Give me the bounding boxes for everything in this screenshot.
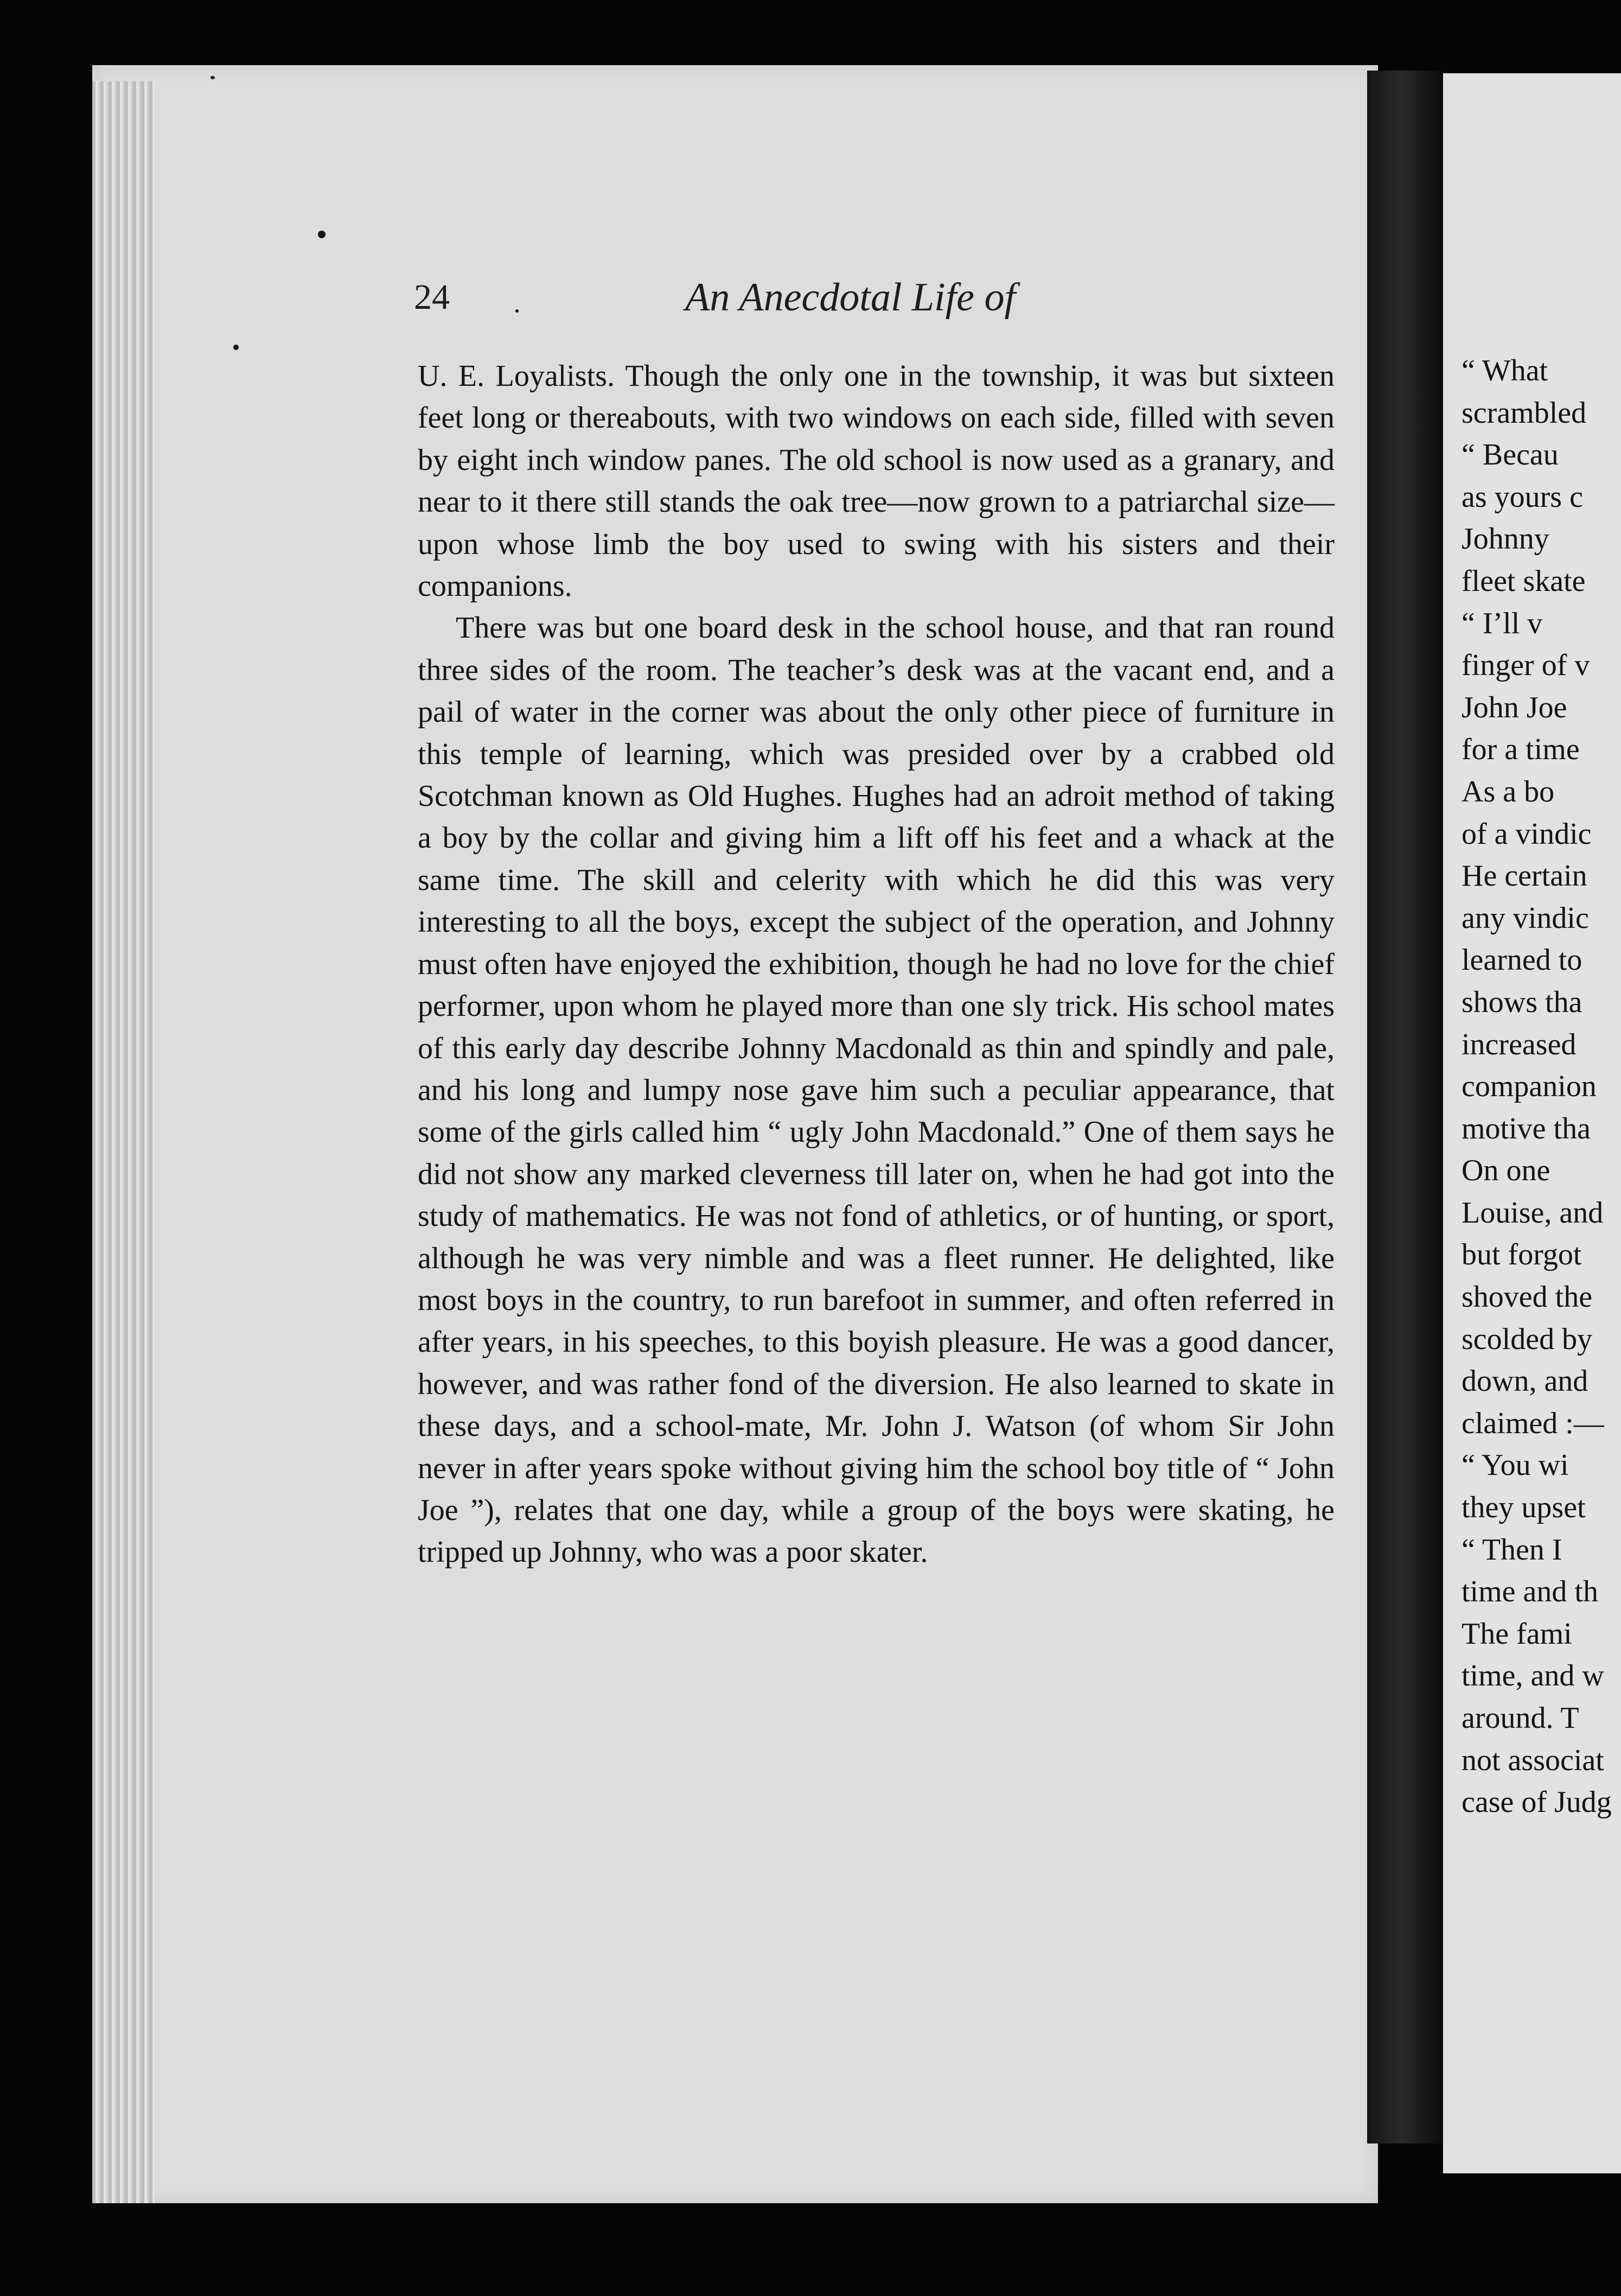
page-number: 24 xyxy=(414,277,450,317)
right-page-line: they upset xyxy=(1462,1491,1586,1525)
right-page-line: down, and xyxy=(1462,1364,1588,1398)
right-page-line: shows tha xyxy=(1462,985,1582,1019)
right-page-line: as yours c xyxy=(1462,480,1583,514)
right-page-line: time, and w xyxy=(1462,1659,1604,1693)
right-page-line: case of Judg xyxy=(1462,1785,1612,1820)
right-page-line: Louise, and xyxy=(1462,1195,1604,1230)
scan-speck xyxy=(318,231,326,238)
right-page-line: not associat xyxy=(1462,1743,1604,1777)
right-page-line: around. T xyxy=(1462,1701,1579,1735)
right-page-line: learned to xyxy=(1462,943,1582,977)
right-page-line: time and th xyxy=(1462,1575,1598,1609)
right-page-line: Johnny xyxy=(1462,522,1549,556)
right-page-line: fleet skate xyxy=(1462,564,1586,598)
right-page-line: As a bo xyxy=(1462,774,1555,809)
page-edge-stack xyxy=(92,81,155,2203)
right-page-line: increased xyxy=(1462,1027,1577,1061)
right-page-line: of a vindic xyxy=(1462,817,1592,851)
right-page-line: “ I’ll v xyxy=(1462,606,1543,640)
right-page-line: finger of v xyxy=(1462,648,1590,683)
right-page-line: “ Becau xyxy=(1462,438,1559,472)
right-page xyxy=(1443,73,1621,2173)
right-page-line: scolded by xyxy=(1462,1322,1593,1356)
right-page-line: companion xyxy=(1462,1070,1597,1104)
right-page-line: “ What xyxy=(1462,354,1548,387)
right-page-line: for a time xyxy=(1462,733,1580,767)
right-page-line: On one xyxy=(1462,1154,1550,1188)
right-page-line: but forgot xyxy=(1462,1238,1582,1272)
paragraph-1: U. E. Loyalists. Though the only one in the township, it was but sixteen feet long or thereabouts, with two windows on each side, filled with seven by eight inch window panes. The old school is now used as a granary, and near to it there still stands the oak tree—now grown to a patriarchal size—upon whose limb the boy used to swing with his sisters and their companions. xyxy=(418,359,1335,603)
right-page-line: “ Then I xyxy=(1462,1532,1562,1567)
right-page-line: shoved the xyxy=(1462,1280,1593,1314)
gutter-shadow xyxy=(1367,71,1443,2144)
right-page-line: “ You wi xyxy=(1462,1448,1569,1483)
scan-speck xyxy=(233,345,239,350)
right-page-line: any vindic xyxy=(1462,901,1589,935)
main-body-text xyxy=(418,355,1335,1574)
right-page-line: He certain xyxy=(1462,859,1587,893)
right-page-line: scrambled xyxy=(1462,396,1587,430)
right-page-line: motive tha xyxy=(1462,1111,1591,1146)
right-page-line: claimed :— xyxy=(1462,1406,1604,1440)
scan-speck xyxy=(210,76,215,79)
right-page-line: John Joe xyxy=(1462,690,1567,724)
scan-speck xyxy=(515,309,519,313)
running-title: An Anecdotal Life of xyxy=(685,275,1016,320)
paragraph-2: There was but one board desk in the school house, and that ran round three sides of the room. The teacher’s desk was at the vacant end, and a pail of water in the corner was about the only other piece of furniture in this temple of learning, which was presided over by a crabbed old Scotchman known as Old Hughes. Hughes had an adroit method of taking a boy by the collar and giving him a lift off his feet and a whack at the same time. The skill and celerity with which he did this was very interesting to all the boys, except the subject of the operation, and Johnny must often have enjoyed the exhibition, though he had no love for the chief performer, upon whom he played more than one sly trick. His school mates of this early day describe Johnny Macdonald as thin and spindly and pale, and his long and lumpy nose gave him such a peculiar appearance, that some of the girls called him “ ugly John Macdonald.” One of them says he did not show any marked cleverness till later on, when he had got into the study of mathematics. He was not fond of athletics, or of hunting, or sport, although he was very nimble and was a fleet runner. He delighted, like most boys in the country, to run barefoot in summer, and often referred in after years, in his speeches, to this boyish pleasure. He was a good dancer, however, and was rather fond of the diversion. He also learned to skate in these days, and a school-mate, Mr. John J. Watson (of whom Sir John never in after years spoke without giving him the school boy title of “ John Joe ”), relates that one day, while a group of the boys were skating, he tripped up Johnny, who was a poor skater. xyxy=(418,611,1335,1569)
right-page-line: The fami xyxy=(1462,1617,1572,1651)
right-page-text xyxy=(1462,350,1621,1824)
running-head xyxy=(414,277,1336,326)
